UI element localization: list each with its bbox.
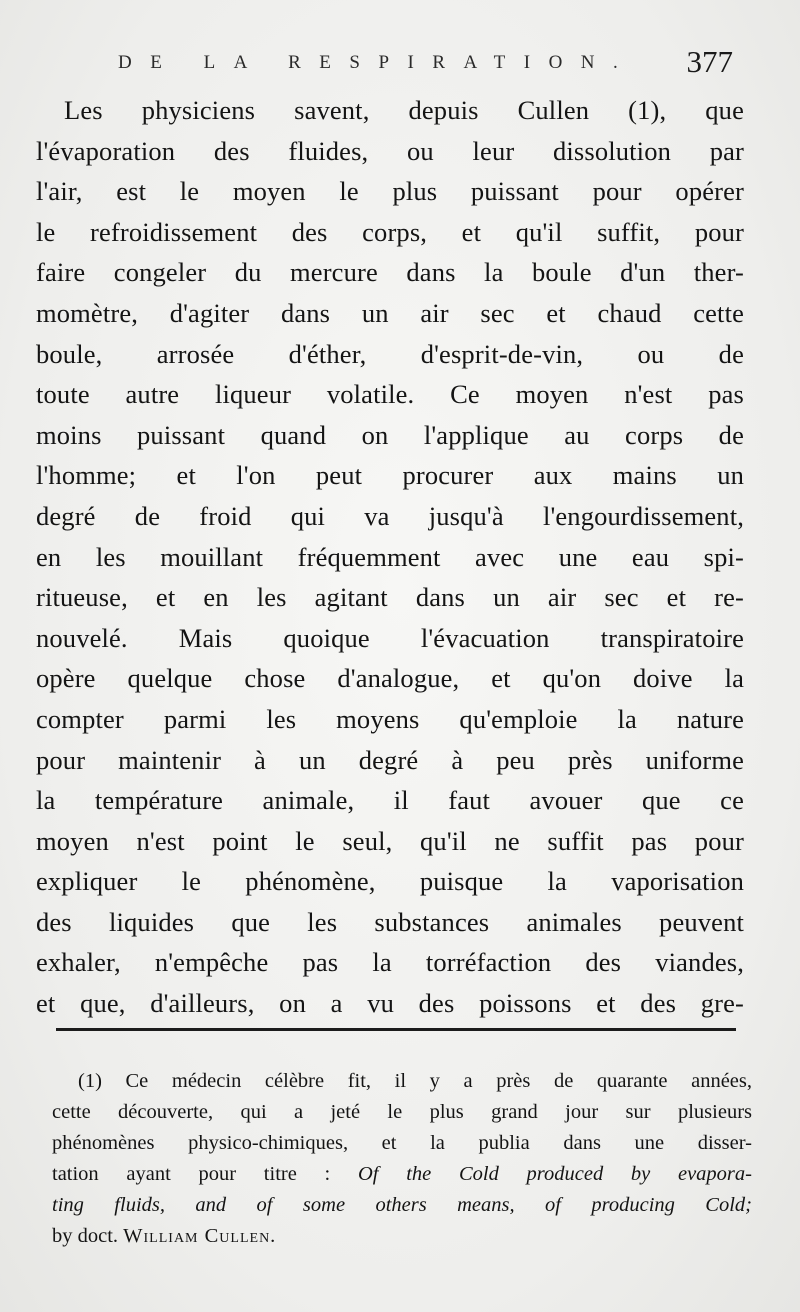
text-line: boule, arrosée d'éther, d'esprit-de-vin, ou de <box>36 338 744 369</box>
text-line: Les physiciens savent, depuis Cullen (1), que <box>64 95 744 125</box>
footnote-line: (1) Ce médecin célèbre fit, il y a près de quarante années, <box>78 1070 752 1092</box>
text-line: degré de froid qui va jusqu'à l'engourdissement, <box>36 500 744 531</box>
footnote <box>52 1066 752 1252</box>
text-line: l'air, est le moyen le plus puissant pour opérer <box>36 176 744 207</box>
footnote-text: by doct. <box>52 1225 124 1247</box>
text-line: moyen n'est point le seul, qu'il ne suffit pas pour <box>36 825 744 856</box>
text-line: la température animale, il faut avouer que ce <box>36 785 744 816</box>
text-line: compter parmi les moyens qu'emploie la nature <box>36 703 744 734</box>
running-head <box>118 44 733 84</box>
text-line: nouvelé. Mais quoique l'évacuation transpiratoire <box>36 622 744 653</box>
text-line: en les mouillant fréquemment avec une eau spi- <box>36 541 744 572</box>
footnote-line <box>52 1159 752 1190</box>
footnote-line <box>52 1221 752 1252</box>
text-line: momètre, d'agiter dans un air sec et chaud cette <box>36 297 744 328</box>
footnote-line <box>52 1190 752 1221</box>
running-head-title: DE LA RESPIRATION. <box>118 52 637 73</box>
page-number: 377 <box>686 44 733 79</box>
body-text <box>36 90 744 1024</box>
footnote-line: phénomènes physico-chimiques, et la publia dans une disser- <box>52 1132 752 1154</box>
text-line: l'homme; et l'on peut procurer aux mains un <box>36 460 744 491</box>
footnote-separator-rule <box>56 1028 736 1031</box>
text-line: expliquer le phénomène, puisque la vaporisation <box>36 866 744 897</box>
text-line: et que, d'ailleurs, on a vu des poissons et des gre- <box>36 988 744 1019</box>
text-line: des liquides que les substances animales peuvent <box>36 906 744 937</box>
text-line: faire congeler du mercure dans la boule d'un ther- <box>36 257 744 288</box>
text-line: opère quelque chose d'analogue, et qu'on doive la <box>36 663 744 694</box>
text-line: moins puissant quand on l'applique au corps de <box>36 419 744 450</box>
footnote-author-name: William Cullen. <box>123 1225 277 1247</box>
text-line: ritueuse, et en les agitant dans un air sec et re- <box>36 582 744 613</box>
text-line: exhaler, n'empêche pas la torréfaction des viandes, <box>36 947 744 978</box>
footnote-text: tation ayant pour titre : <box>52 1163 358 1185</box>
text-line: pour maintenir à un degré à peu près uniforme <box>36 744 744 775</box>
footnote-title-italic: ting fluids, and of some others means, of producing Cold; <box>52 1194 752 1216</box>
text-line: l'évaporation des fluides, ou leur dissolution par <box>36 135 744 166</box>
footnote-line: cette découverte, qui a jeté le plus grand jour sur plusieurs <box>52 1101 752 1123</box>
footnote-title-italic: Of the Cold produced by evapora- <box>357 1163 752 1185</box>
text-line: le refroidissement des corps, et qu'il suffit, pour <box>36 216 744 247</box>
text-line: toute autre liqueur volatile. Ce moyen n'est pas <box>36 379 744 410</box>
